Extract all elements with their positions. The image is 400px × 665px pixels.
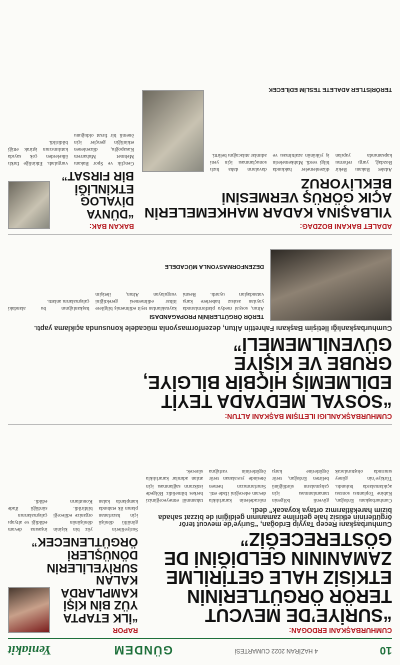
fifth-story-body: Gençlik ve Spor Bakanı Mehmet Muharrem Kasapoğlu, düzenlenen etkinliğin gençler için önemli bir fırsat olduğunu vurguladı. Etkinliğe farklı ülkelerden çok sayıda katılımcının iştirak ettiği bildirildi. <box>8 131 134 166</box>
third-story-subhead-1: TERÖR ÖRGÜTLERİNİN PROPAGANDASI <box>149 313 264 320</box>
fifth-story-photo <box>8 181 50 229</box>
fourth-story <box>142 7 392 229</box>
third-story-headline: “SOSYAL MEDYADA TEYİT EDİLMEMİŞ HİÇBİR BİLGİYE, GRUBE VE KİŞİYE GÜVENİLMEMELİ” <box>142 334 392 411</box>
main-story-deck: Cumhurbaşkanı Recep Tayyip Erdoğan, “Suriye’de mevcut terör örgütlerinin etkisiz hale getirilme zamanının geldiğini de bizzat sahada bizim harekâtlarımız ortaya koyacak” dedi. <box>158 505 392 527</box>
fourth-story-subhead: TERÖRİSTLER ADALETE TESLİM EDİLECEK <box>268 85 392 92</box>
main-story-body: Cumhurbaşkanı Erdoğan, Kabine Toplantısı sonrası açıklamalarda bulundu. Türkiye’nin güney sınırında oluşturulacak güvenli bölgenin tamamlanması için çalışmaların sürdüğünü belirten Erdoğan, terör örgütlerine karşı mücadelenin kararlılıkla devam edeceğini ifade etti. Sınırlarımızın hemen ötesinde yuvalanan terör örgütlerinin varlığına tahammül etmeyeceğimizi herkes bilmelidir. Bölgede istikrarın sağlanması için atılan adımlar kararlılıkla sürecek. <box>146 468 392 503</box>
masthead <box>8 638 392 661</box>
third-story-subhead-2: DEZENFORMASYONLA MÜCADELE <box>164 263 264 270</box>
third-story-body: Altun, sosyal medya platformlarında yayılan asılsız haberlere karşı vatandaşları uyardı. Resmi kaynaklardan teyit edilmemiş bilgilere itibar edilmemesi gerektiğini vurgulayan Altun, iletişim başkanlığının bu alandaki çalışmalarını anlattı. <box>8 291 264 312</box>
second-story-body: Suriyelilerin gönüllü dönüşü için hazırlanan planın ilk etabında kamplarda kalan yüz bin kişinin dönüşünün organize edileceği bildirildi. Konutların inşasına devam edildiği ve altyapı çalışmalarının sürdüğü ifade edildi. <box>8 497 138 532</box>
main-story-kicker: CUMHURBAŞKANI ERDOĞAN: <box>288 626 392 633</box>
section-label: GÜNDEM <box>113 643 173 657</box>
fifth-story-headline: “DÜNYA DİYALOG ETKİNLİĞİ BİR FIRSAT” <box>61 169 134 221</box>
main-story-headline: “SURİYE’DE MEVCUT TERÖR ÖRGÜTLERİNİN ETKİSİZ HALE GETİRİLME ZAMANININ GELDİĞİNİ DE GÖSTERECEĞİZ” <box>164 529 392 625</box>
main-story <box>146 428 392 633</box>
second-story-headline: “İLK ETAPTA YÜZ BİN KİŞİ KAMPLARDA KALAN SURİYELİLERİN DÖNÜŞLERİ ÖRGÜTLENECEK” <box>31 535 138 625</box>
second-story <box>8 428 138 633</box>
fifth-story <box>8 7 134 229</box>
third-story <box>8 239 392 419</box>
divider <box>8 234 392 235</box>
fifth-story-kicker: BAKAN BAK: <box>89 222 134 229</box>
third-story-photo <box>270 249 392 321</box>
newspaper-logo: Yeniakit <box>8 643 52 658</box>
fourth-story-body: Adalet Bakanı Bekir Bozdağ, yargı reformu kapsamında yapılan düzenlemeler hakkında bilgi verdi. Mahkemelerin iş yükünün azaltılması ve davaların daha hızlı sonuçlanması için yeni adımlar atılacağını belirtti. <box>210 151 392 172</box>
third-story-deck: Cumhurbaşkanlığı İletişim Başkanı Fahrettin Altun, dezenformasyonla mücadele konusunda açıklama yaptı. <box>33 324 392 332</box>
divider <box>8 424 392 425</box>
fourth-story-kicker: ADALET BAKANI BOZDAĞ: <box>299 222 392 229</box>
fourth-story-photo <box>142 90 204 172</box>
date-line: 4 HAZİRAN 2022 CUMARTESİ <box>234 647 318 653</box>
third-story-kicker: CUMHURBAŞKANLIĞI İLETİŞİM BAŞKANI ALTUN: <box>224 412 392 419</box>
second-story-kicker: RAPOR <box>112 626 138 633</box>
fourth-story-headline: YILBAŞINA KADAR MAHKEMELERİN AÇIK GÖRÜŞ VERMESİNİ BEKLİYORUZ <box>144 175 392 221</box>
page-number: 10 <box>379 644 392 656</box>
second-story-photo <box>8 587 50 633</box>
